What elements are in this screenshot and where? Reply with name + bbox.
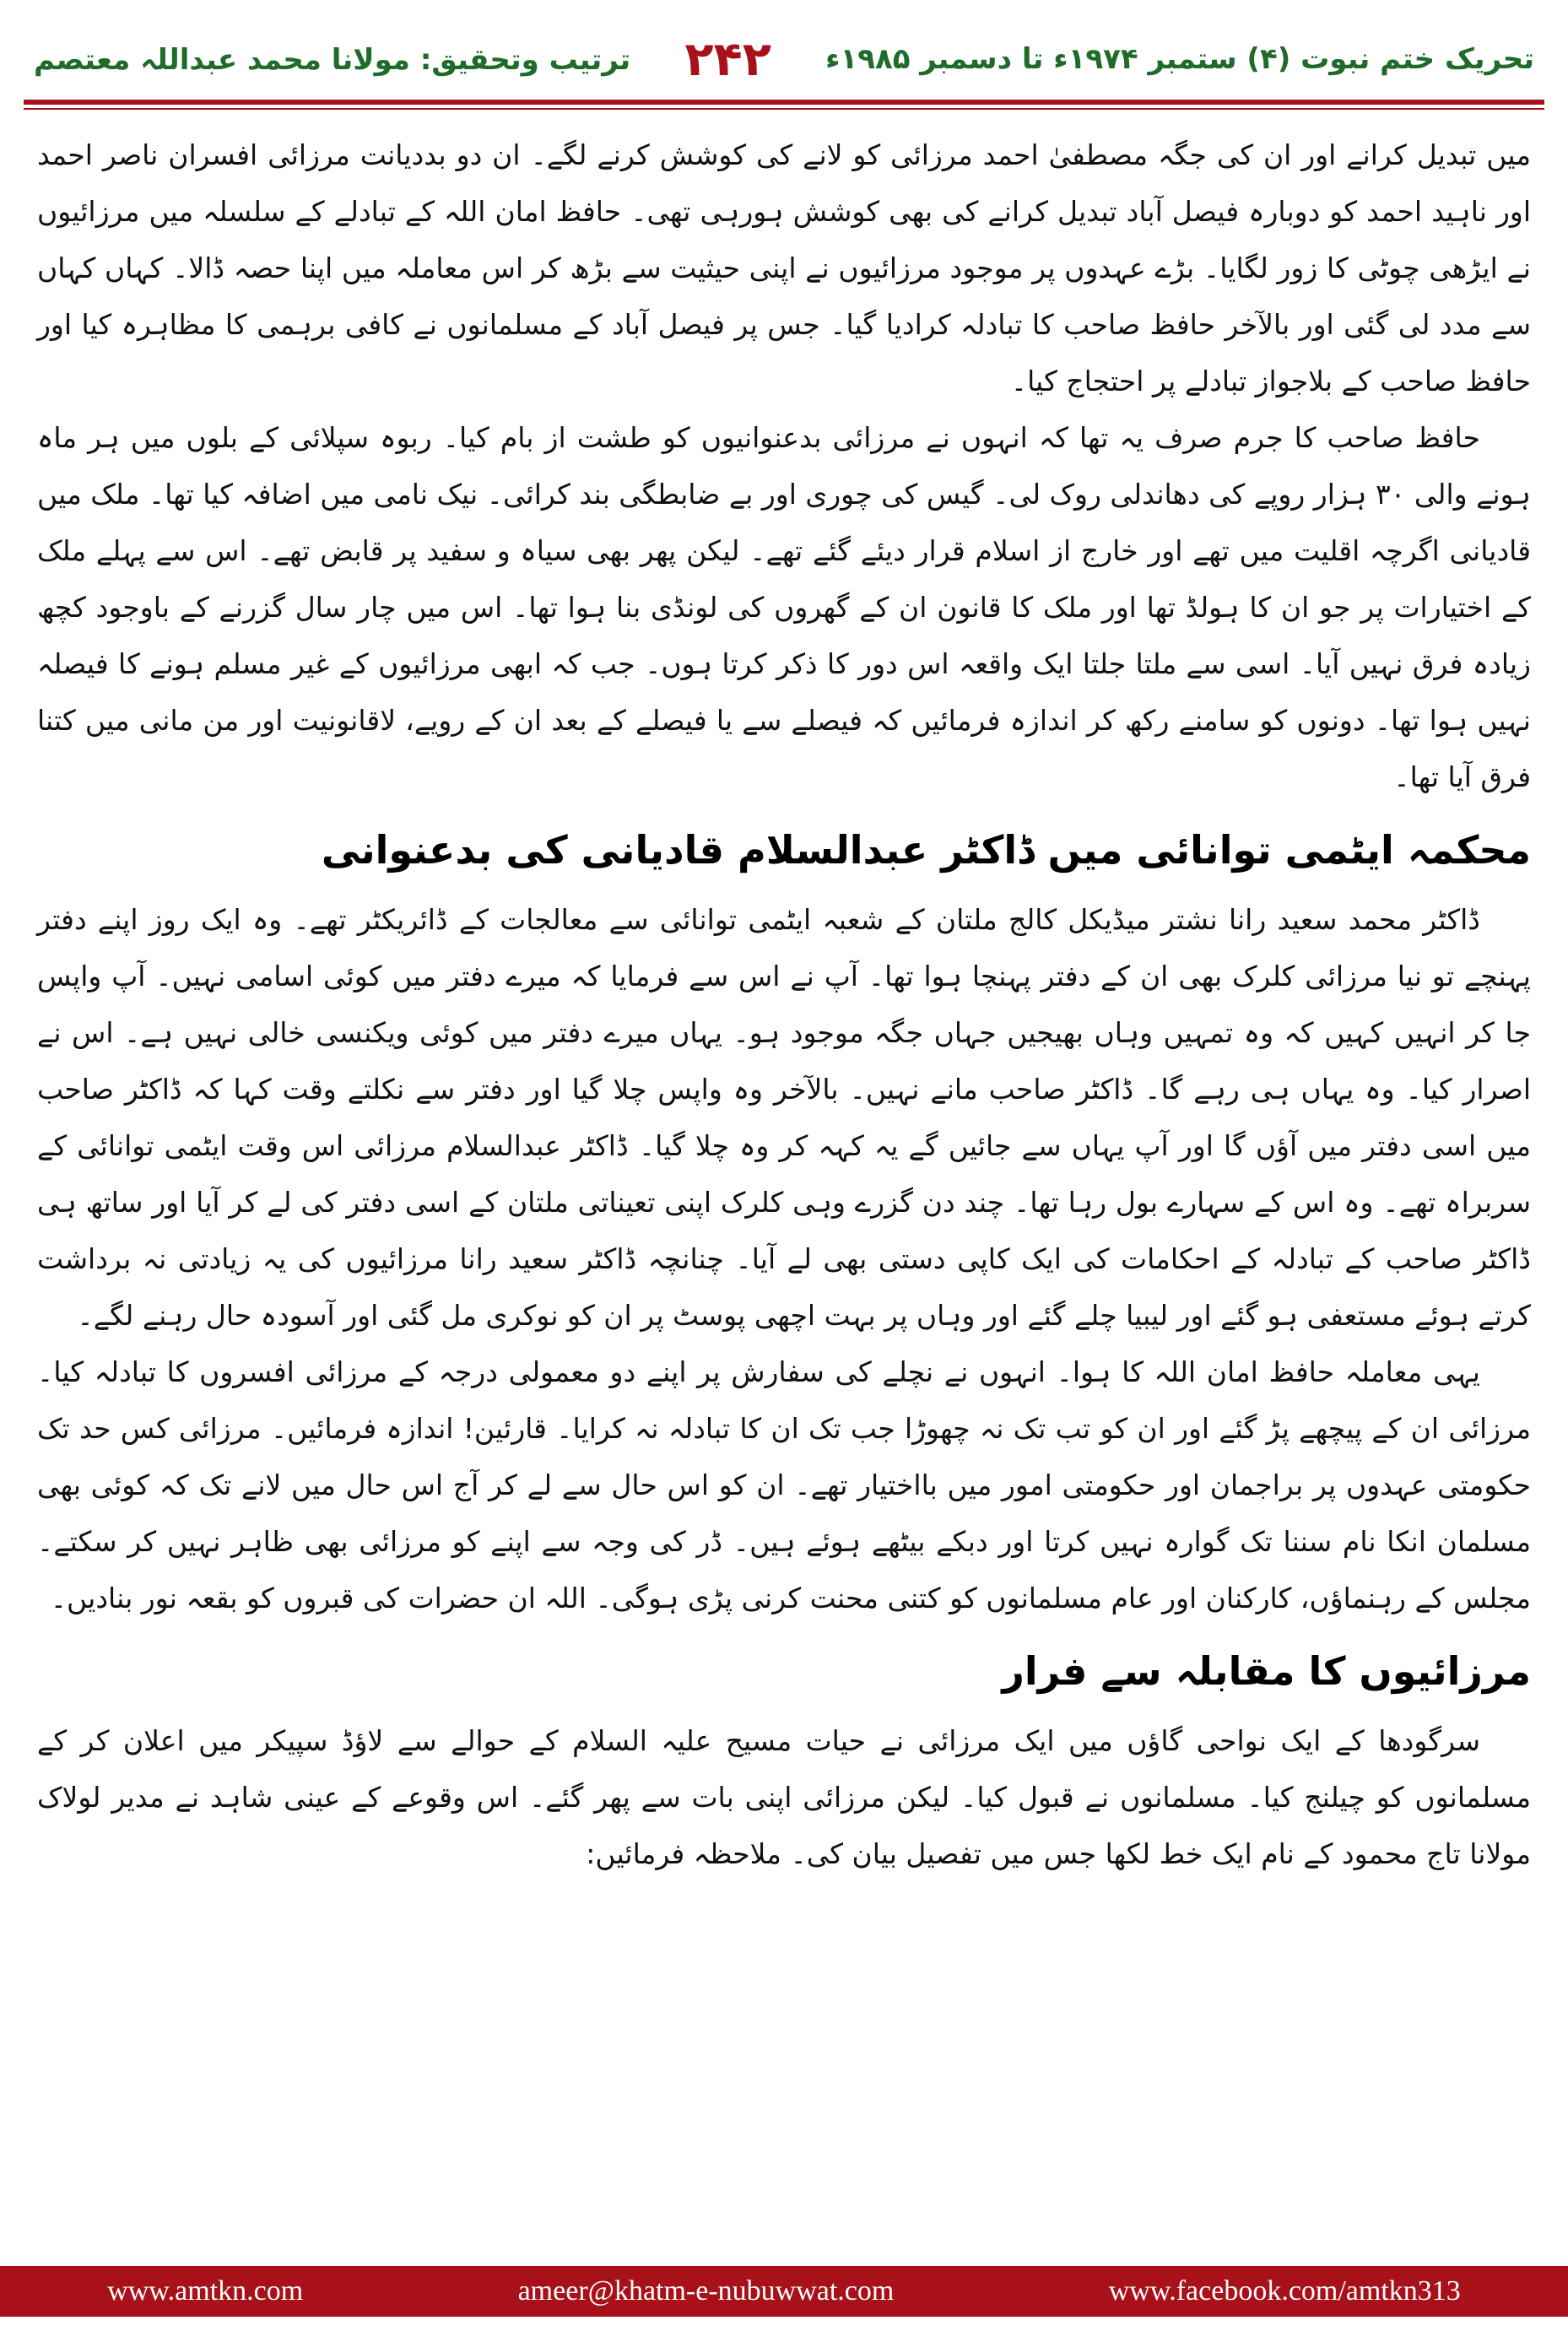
header-book-title: تحریک ختم نبوت (۴) ستمبر ۱۹۷۴ء تا دسمبر ۱۹۸۵ء	[825, 42, 1534, 76]
paragraph-5: سرگودھا کے ایک نواحی گاؤں میں ایک مرزائی نے حیات مسیح علیہ السلام کے حوالے سے لاؤڈ سپیکر میں اعلان کر کے مسلمانوں کو چیلنج کیا۔ مسلمانوں نے قبول کیا۔ لیکن مرزائی اپنی بات سے پھر گئے۔ اس وقوعے کے عینی شاہد نے مدیر لولاک مولانا تاج محمود کے نام ایک خط لکھا جس میں تفصیل بیان کی۔ ملاحظہ فرمائیں:	[37, 1724, 1531, 1870]
page-number: ۲۴۲	[684, 31, 771, 87]
paragraph-2: حافظ صاحب کا جرم صرف یہ تھا کہ انہوں نے مرزائی بدعنوانیوں کو طشت از بام کیا۔ ربوہ سپلائی کے بلوں میں ہر ماہ ہونے والی ۳۰ ہزار روپے کی دھاندلی روک لی۔ گیس کی چوری اور بے ضابطگی بند کرائی۔ نیک نامی میں اضافہ کیا تھا۔ ملک میں قادیانی اگرچہ اقلیت میں تھے اور خارج از اسلام قرار دیئے گئے تھے۔ لیکن پھر بھی سیاہ و سفید پر قابض تھے۔ اس سے پہلے ملک کے اختیارات پر جو ان کا ہولڈ تھا اور ملک کا قانون ان کے گھروں کی لونڈی بنا ہوا تھا۔ اس میں چار سال گزرنے کے باوجود کچھ زیادہ فرق نہیں آیا۔ اسی سے ملتا جلتا ایک واقعہ اس دور کا ذکر کرتا ہوں۔ جب کہ ابھی مرزائیوں کے غیر مسلم ہونے کا فیصلہ نہیں ہوا تھا۔ دونوں کو سامنے رکھ کر اندازہ فرمائیں کہ فیصلے سے یا فیصلے کے بعد ان کے رویے، لاقانونیت اور من مانی میں کتنا فرق آیا تھا۔	[37, 421, 1531, 793]
section-heading-escape: مرزائیوں کا مقابلہ سے فرار	[1002, 1648, 1531, 1694]
paragraph-4: یہی معاملہ حافظ امان اللہ کا ہوا۔ انہوں نے نچلے کی سفارش پر اپنے دو معمولی درجہ کے مرزائی افسروں کا تبادلہ کیا۔ مرزائی ان کے پیچھے پڑ گئے اور ان کو تب تک نہ چھوڑا جب تک ان کا تبادلہ نہ کرایا۔ قارئین! اندازہ فرمائیں۔ مرزائی کس حد تک حکومتی عہدوں پر براجمان اور حکومتی امور میں بااختیار تھے۔ ان کو اس حال سے لے کر آج اس حال میں لانے تک کہ کوئی بھی مسلمان انکا نام سننا تک گوارہ نہیں کرتا اور دبکے بیٹھے ہوئے ہیں۔ ڈر کی وجہ سے اپنے کو مرزائی بھی ظاہر نہیں کر سکتے۔ مجلس کے رہنماؤں، کارکنان اور عام مسلمانوں کو کتنی محنت کرنی پڑی ہوگی۔ اللہ ان حضرات کی قبروں کو بقعہ نور بنادیں۔	[37, 1355, 1531, 1615]
page-footer	[0, 2266, 1568, 2317]
header-rule-thin	[24, 108, 1544, 110]
paragraph-1: میں تبدیل کرانے اور ان کی جگہ مصطفیٰ احمد مرزائی کو لانے کی کوشش کرنے لگے۔ ان دو بددیانت مرزائی افسران ناصر احمد اور ناہید احمد کو دوبارہ فیصل آباد تبدیل کرانے کی بھی کوشش ہورہی تھی۔ حافظ امان اللہ کے تبادلے کے سلسلہ میں مرزائیوں نے ایڑھی چوٹی کا زور لگایا۔ بڑے عہدوں پر موجود مرزائیوں نے اپنی حیثیت سے بڑھ کر اس معاملہ میں اپنا حصہ ڈالا۔ کہاں کہاں سے مدد لی گئی اور بالآخر حافظ صاحب کا تبادلہ کرادیا گیا۔ جس پر فیصل آباد کے مسلمانوں نے کافی برہمی کا مظاہرہ کیا اور حافظ صاحب کے بلاجواز تبادلے پر احتجاج کیا۔	[37, 138, 1531, 398]
header-compiler: ترتیب وتحقیق: مولانا محمد عبداللہ معتصم	[34, 42, 631, 77]
header-rule	[24, 100, 1544, 105]
footer-website-link[interactable]: www.amtkn.com	[107, 2275, 304, 2307]
paragraph-3: ڈاکٹر محمد سعید رانا نشتر میڈیکل کالج ملتان کے شعبہ ایٹمی توانائی سے معالجات کے ڈائریکٹر تھے۔ وہ ایک روز اپنے دفتر پہنچے تو نیا مرزائی کلرک بھی ان کے دفتر پہنچا ہوا تھا۔ آپ نے اس سے فرمایا کہ میرے دفتر میں کوئی اسامی نہیں۔ آپ واپس جا کر انہیں کہیں کہ وہ تمہیں وہاں بھیجیں جہاں جگہ موجود ہو۔ یہاں میرے دفتر میں کوئی ویکنسی خالی نہیں ہے۔ اس نے اصرار کیا۔ وہ یہاں ہی رہے گا۔ ڈاکٹر صاحب مانے نہیں۔ بالآخر وہ واپس چلا گیا اور دفتر سے نکلتے وقت کہا کہ ڈاکٹر صاحب میں اسی دفتر میں آؤں گا اور آپ یہاں سے جائیں گے یہ کہہ کر وہ چلا گیا۔ ڈاکٹر عبدالسلام مرزائی اس وقت ایٹمی توانائی کے سربراہ تھے۔ وہ اس کے سہارے بول رہا تھا۔ چند دن گزرے وہی کلرک اپنی تعیناتی ملتان کے اسی دفتر کی لے کر آیا اور ساتھ ہی ڈاکٹر صاحب کے تبادلہ کے احکامات کی ایک کاپی دستی بھی لے آیا۔ چنانچہ ڈاکٹر سعید رانا مرزائیوں کی یہ زیادتی نہ برداشت کرتے ہوئے مستعفی ہو گئے اور لیبیا چلے گئے اور وہاں پر بہت اچھی پوسٹ پر ان کو نوکری مل گئی اور آسودہ حال رہنے لگے۔	[37, 903, 1531, 1332]
page-body	[37, 127, 1531, 2241]
footer-email-link[interactable]: ameer@khatm-e-nubuwwat.com	[517, 2275, 895, 2307]
page-header	[34, 25, 1534, 93]
footer-facebook-link[interactable]: www.facebook.com/amtkn313	[1108, 2275, 1461, 2307]
section-heading-atomic-energy: محکمہ ایٹمی توانائی میں ڈاکٹر عبدالسلام قادیانی کی بدعنوانی	[321, 827, 1531, 873]
